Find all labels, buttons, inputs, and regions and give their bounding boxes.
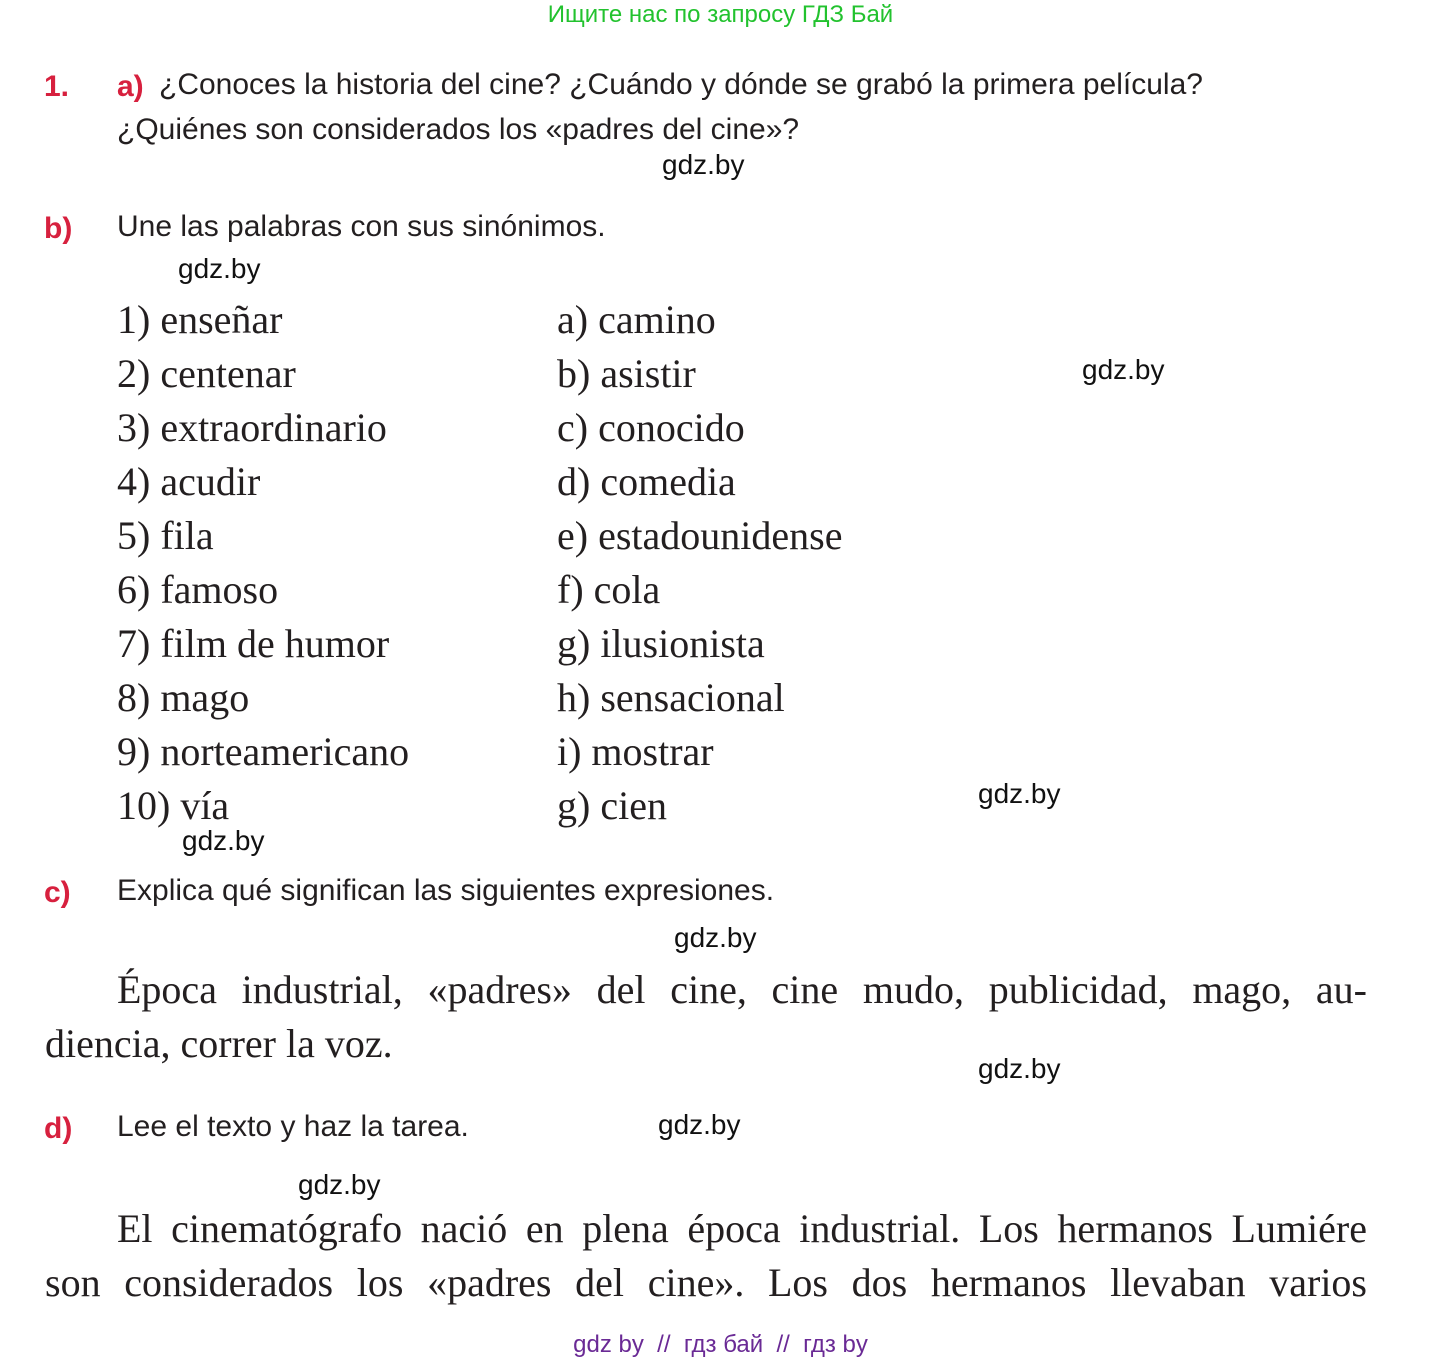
footer-links: gdz by // гдз бай // гдз by — [573, 1331, 868, 1358]
part-a-label: a) — [117, 70, 144, 103]
synonym-right-item: e) estadounidense — [557, 513, 843, 558]
watermark-text: gdz.by — [674, 922, 757, 953]
synonym-right-item: d) comedia — [557, 459, 736, 504]
part-d-text-line2: son considerados los «padres del cine». Los dos hermanos llevaban varios — [45, 1260, 1367, 1305]
synonym-left-item: 1) enseñar — [117, 297, 283, 342]
watermark-text: gdz.by — [662, 149, 745, 180]
synonym-right-item: f) cola — [557, 567, 661, 612]
part-c-instruction: Explica qué significan las siguientes expresiones. — [117, 874, 775, 907]
part-a-question-line1: ¿Conoces la historia del cine? ¿Cuándo y dónde se grabó la primera película? — [159, 68, 1203, 101]
synonym-left-item: 9) norteamericano — [117, 729, 410, 774]
synonym-right-item: g) cien — [557, 783, 667, 828]
part-d-instruction: Lee el texto y haz la tarea. — [117, 1110, 469, 1143]
part-b-label: b) — [44, 212, 73, 245]
part-c-expressions-line1: Época industrial, «padres» del cine, cine mudo, publicidad, mago, au- — [117, 967, 1367, 1012]
exercise-number: 1. — [44, 70, 70, 103]
synonym-left-item: 10) vía — [117, 783, 230, 828]
synonym-right-item: h) sensacional — [557, 675, 785, 720]
watermark-text: gdz.by — [978, 1053, 1061, 1084]
part-b-instruction: Une las palabras con sus sinónimos. — [117, 210, 606, 243]
synonym-right-item: i) mostrar — [557, 729, 714, 774]
watermark-text: gdz.by — [298, 1169, 381, 1200]
part-d-text-line1: El cinematógrafo nació en plena época industrial. Los hermanos Lumiére — [117, 1206, 1367, 1251]
part-a-question-line2: ¿Quiénes son considerados los «padres del cine»? — [117, 113, 800, 146]
synonym-right-item: b) asistir — [557, 351, 696, 396]
watermark-text: gdz.by — [658, 1109, 741, 1140]
watermark-text: gdz.by — [182, 825, 265, 856]
synonym-left-item: 7) film de humor — [117, 621, 390, 666]
watermark-text: gdz.by — [178, 253, 261, 284]
watermark-text: gdz.by — [1082, 354, 1165, 385]
part-c-expressions-line2: diencia, correr la voz. — [45, 1021, 393, 1066]
part-c-label: c) — [44, 876, 71, 909]
watermark-text: gdz.by — [978, 778, 1061, 809]
synonym-right-item: g) ilusionista — [557, 621, 765, 666]
site-banner: Ищите нас по запросу ГДЗ Бай — [547, 1, 894, 28]
synonym-left-item: 4) acudir — [117, 459, 261, 504]
synonym-right-item: a) camino — [557, 297, 716, 342]
synonym-right-item: c) conocido — [557, 405, 745, 450]
synonym-left-item: 6) famoso — [117, 567, 279, 612]
synonym-left-item: 3) extraordinario — [117, 405, 387, 450]
synonym-left-item: 2) centenar — [117, 351, 296, 396]
synonym-left-item: 8) mago — [117, 675, 250, 720]
synonym-left-item: 5) fila — [117, 513, 214, 558]
part-d-label: d) — [44, 1112, 73, 1145]
